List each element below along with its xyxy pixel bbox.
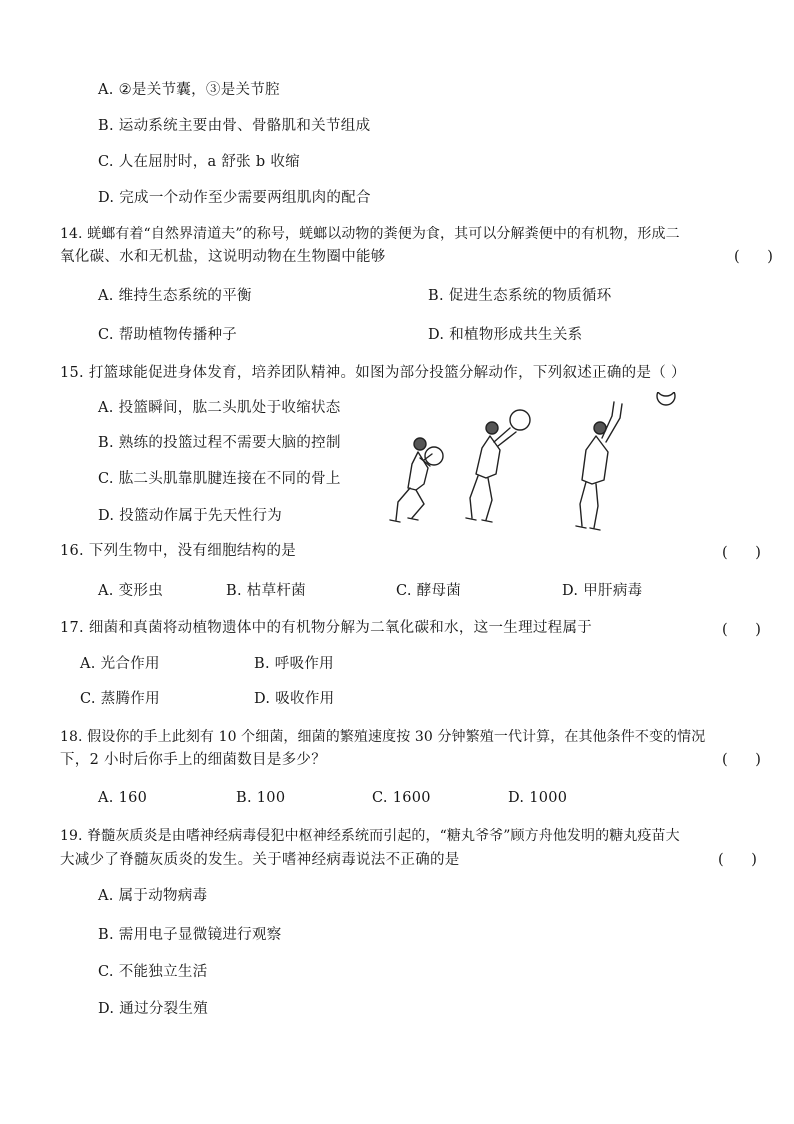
q14-option-c: C. 帮助植物传播种子 <box>98 327 238 343</box>
q19-option-b: B. 需用电子显微镜进行观察 <box>98 927 282 943</box>
q19-stem-line1: 19. 脊髓灰质炎是由嗜神经病毒侵犯中枢神经系统而引起的，“糖丸爷爷”顾方舟他发明的糖丸疫苗大 <box>60 828 680 844</box>
q18-stem-line2: 下，2 小时后你手上的细菌数目是多少？ <box>60 752 327 768</box>
q15-option-c: C. 肱二头肌靠肌腱连接在不同的骨上 <box>98 471 341 487</box>
q16-stem: 16. 下列生物中，没有细胞结构的是 <box>60 543 297 559</box>
q16-option-c: C. 酵母菌 <box>396 583 462 599</box>
q14-option-a: A. 维持生态系统的平衡 <box>98 288 252 304</box>
q18-option-c: C. 1600 <box>372 790 431 806</box>
q17-answer-blank: ( ) <box>722 622 761 638</box>
q17-option-c: C. 蒸腾作用 <box>80 691 160 707</box>
q19-option-d: D. 通过分裂生殖 <box>98 1001 209 1017</box>
player-crouch <box>390 438 443 522</box>
q18-stem-line1: 18. 假设你的手上此刻有 10 个细菌，细菌的繁殖速度按 30 分钟繁殖一代计算，在其他条件不变的情况 <box>60 729 706 745</box>
q14-stem-line1: 14. 蜣螂有着“自然界清道夫”的称号，蜣螂以动物的粪便为食，其可以分解粪便中的有机物，形成二 <box>60 226 680 242</box>
q19-answer-blank: ( ) <box>718 852 757 868</box>
q17-stem: 17. 细菌和真菌将动植物遗体中的有机物分解为二氧化碳和水，这一生理过程属于 <box>60 620 593 636</box>
q13-option-d: D. 完成一个动作至少需要两组肌肉的配合 <box>98 190 371 206</box>
q18-option-b: B. 100 <box>236 790 286 806</box>
q18-option-a: A. 160 <box>98 790 148 806</box>
q16-option-a: A. 变形虫 <box>98 583 163 599</box>
q13-option-b: B. 运动系统主要由骨、骨骼肌和关节组成 <box>98 118 371 134</box>
q17-option-a: A. 光合作用 <box>80 656 160 672</box>
q19-option-c: C. 不能独立生活 <box>98 964 208 980</box>
q18-option-d: D. 1000 <box>508 790 568 806</box>
q17-option-d: D. 吸收作用 <box>254 691 335 707</box>
q16-answer-blank: ( ) <box>722 545 761 561</box>
q14-stem-line2: 氧化碳、水和无机盐，这说明动物在生物圈中能够 <box>60 249 386 265</box>
shooting-sequence-illustration <box>368 392 688 542</box>
q15-option-b: B. 熟练的投篮过程不需要大脑的控制 <box>98 435 341 451</box>
player-rise <box>466 410 530 522</box>
q15-option-a: A. 投篮瞬间，肱二头肌处于收缩状态 <box>98 400 341 416</box>
q14-answer-blank: ( ) <box>734 249 773 265</box>
q19-option-a: A. 属于动物病毒 <box>98 888 208 904</box>
q16-option-b: B. 枯草杆菌 <box>226 583 306 599</box>
q16-option-d: D. 甲肝病毒 <box>562 583 643 599</box>
q14-option-d: D. 和植物形成共生关系 <box>428 327 583 343</box>
q17-option-b: B. 呼吸作用 <box>254 656 334 672</box>
flying-ball <box>656 392 676 396</box>
q15-stem: 15. 打篮球能促进身体发育，培养团队精神。如图为部分投篮分解动作，下列叙述正确的是（ ） <box>60 365 686 381</box>
q13-option-a: A. ②是关节囊，③是关节腔 <box>98 82 280 98</box>
player-shoot <box>576 402 622 530</box>
q18-answer-blank: ( ) <box>722 752 761 768</box>
q14-option-b: B. 促进生态系统的物质循环 <box>428 288 612 304</box>
q15-option-d: D. 投篮动作属于先天性行为 <box>98 508 283 524</box>
q19-stem-line2: 大减少了脊髓灰质炎的发生。关于嗜神经病毒说法不正确的是 <box>60 852 460 868</box>
q13-option-c: C. 人在屈肘时，a 舒张 b 收缩 <box>98 154 300 170</box>
basketball-shooting-figure <box>368 392 688 542</box>
